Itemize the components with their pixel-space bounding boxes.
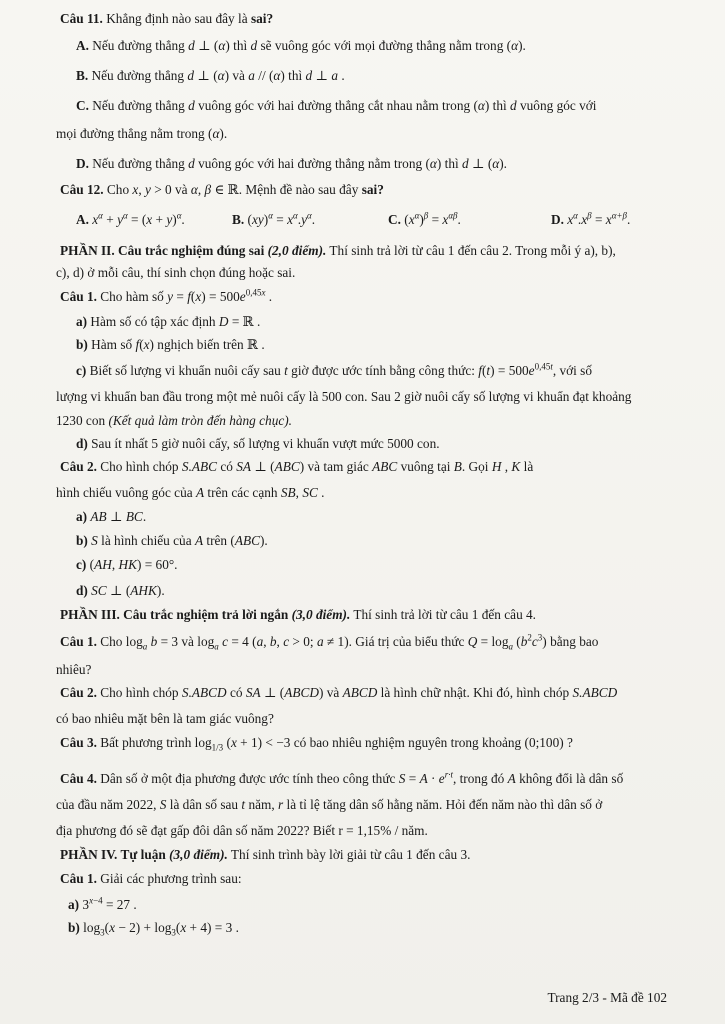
- q11-prompt: Câu 11. Khẳng định nào sau đây là sai?: [60, 11, 274, 26]
- p2q2-item-a: a) AB ⊥ BC.: [76, 509, 147, 524]
- q11-option-c-cont: mọi đường thẳng nằm trong (α).: [56, 126, 228, 141]
- part4-heading: PHẦN IV. Tự luận (3,0 điểm). Thí sinh trình bày lời giải từ câu 1 đến câu 3.: [60, 847, 471, 862]
- part2-heading-cont: c), d) ở mỗi câu, thí sinh chọn đúng hoặc sai.: [56, 265, 296, 280]
- q12-option-d: D. $x^\alpha.x^\beta = x^{\alpha+\beta}$.: [551, 210, 631, 227]
- p2q1-item-c-cont2: 1230 con (Kết quả làm tròn đến hàng chục).: [56, 413, 292, 428]
- part3-heading: PHẦN III. Câu trắc nghiệm trả lời ngắn (3,0 điểm). Thí sinh trả lời từ câu 1 đến câu 4.: [60, 607, 537, 622]
- p2q1-item-c-cont: lượng vi khuẩn ban đầu trong một mẻ nuôi cấy là 500 con. Sau 2 giờ nuôi cấy số lượng vi khuẩn đạt khoảng: [56, 389, 632, 404]
- q12-option-a: A. $x^\alpha + y^\alpha = (x + y)^\alpha$.: [76, 210, 185, 227]
- p2q1-prompt: Câu 1. Cho hàm số $y = f(x) = 500e^{0,45x}$ .: [60, 287, 273, 304]
- p3q1-prompt: Câu 1. Cho $\log_a b = 3$ và $\log_a c = 4$ (a, b, c > 0; a ≠ 1). Giá trị của biểu thức $Q = \log_a (b^2c^3)$ bằng bao: [60, 632, 599, 652]
- p2q2-item-d: d) SC ⊥ (AHK).: [76, 583, 165, 598]
- q11-option-c: C. Nếu đường thẳng d vuông góc với hai đường thẳng cắt nhau nằm trong (α) thì d vuông góc với: [76, 98, 597, 113]
- q12-prompt: Câu 12. Cho x, y > 0 và α, β ∈ ℝ. Mệnh đề nào sau đây sai?: [60, 182, 384, 197]
- p2q1-item-a: a) Hàm số có tập xác định D = ℝ .: [76, 314, 261, 329]
- q11-option-b: B. Nếu đường thẳng d ⊥ (α) và a // (α) thì d ⊥ a .: [76, 68, 345, 83]
- p3q4-prompt-cont: của đầu năm 2022, S là dân số sau t năm, r là tỉ lệ tăng dân số hằng năm. Hỏi đến năm nào thì dân số ở: [56, 797, 603, 812]
- part2-heading: PHẦN II. Câu trắc nghiệm đúng sai (2,0 điểm). Thí sinh trả lời từ câu 1 đến câu 2. Trong mỗi ý a), b),: [60, 243, 616, 258]
- p2q2-item-c: c) (AH, HK) = 60°.: [76, 557, 178, 572]
- p3q2-prompt: Câu 2. Cho hình chóp S.ABCD có SA ⊥ (ABCD) và ABCD là hình chữ nhật. Khi đó, hình chóp S.ABCD: [60, 685, 618, 700]
- p2q2-prompt-cont: hình chiếu vuông góc của A trên các cạnh SB, SC .: [56, 485, 325, 500]
- p3q4-prompt: Câu 4. Dân số ở một địa phương được ước tính theo công thức $S = A \cdot e^{r\cdot t}$, trong đó A không đổi là dân số: [60, 769, 624, 786]
- p4q1-item-a: a) $3^{x-4} = 27$ .: [68, 895, 137, 912]
- p4q1-item-b: b) $\log_3(x - 2) + \log_3(x + 4) = 3$ .: [68, 920, 239, 938]
- p3q4-prompt-cont2: địa phương đó sẽ đạt gấp đôi dân số năm 2022? Biết r = 1,15% / năm.: [56, 823, 428, 838]
- p2q1-item-d: d) Sau ít nhất 5 giờ nuôi cấy, số lượng vi khuẩn vượt mức 5000 con.: [76, 436, 440, 451]
- p2q1-item-c: c) Biết số lượng vi khuẩn nuôi cấy sau t giờ được ước tính bằng công thức: $f(t) = 500e^{0,45t}$, với số: [76, 361, 592, 378]
- page-footer: Trang 2/3 - Mã đề 102: [547, 990, 667, 1005]
- p3q2-prompt-cont: có bao nhiêu mặt bên là tam giác vuông?: [56, 711, 274, 726]
- q12-option-b: B. $(xy)^\alpha = x^\alpha.y^\alpha$.: [232, 210, 316, 227]
- q11-option-a: A. Nếu đường thẳng d ⊥ (α) thì d sẽ vuông góc với mọi đường thẳng nằm trong (α).: [76, 38, 526, 53]
- p2q2-item-b: b) S là hình chiếu của A trên (ABC).: [76, 533, 268, 548]
- p2q1-item-b: b) Hàm số f(x) nghịch biến trên ℝ .: [76, 337, 265, 352]
- p4q1-prompt: Câu 1. Giải các phương trình sau:: [60, 871, 242, 886]
- p3q1-prompt-cont: nhiêu?: [56, 662, 92, 677]
- p3q3-prompt: Câu 3. Bất phương trình $\log_{1/3} (x + 1) < -3$ có bao nhiêu nghiệm nguyên trong khoảng (0;100) ?: [60, 735, 573, 753]
- q11-option-d: D. Nếu đường thẳng d vuông góc với hai đường thẳng nằm trong (α) thì d ⊥ (α).: [76, 156, 508, 171]
- p2q2-prompt: Câu 2. Cho hình chóp S.ABC có SA ⊥ (ABC) và tam giác ABC vuông tại B. Gọi H , K là: [60, 459, 534, 474]
- q12-option-c: C. $(x^\alpha)^\beta = x^{\alpha\beta}$.: [388, 210, 461, 227]
